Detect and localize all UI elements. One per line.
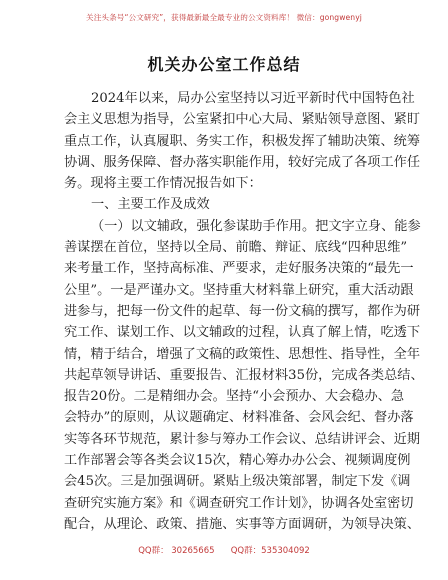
body-line: 公里”。一是严谨办文。坚持重大材料靠上研究，重大活动跟 <box>64 282 414 298</box>
body-line: 实等各环节规范，累计参与筹办工作会议、总结讲评会、近期 <box>64 431 421 447</box>
body-line: 一、主要工作及成效 <box>91 197 210 213</box>
body-line: 重点工作，认真履职、务实工作，积极发挥了辅助决策、统筹 <box>64 133 421 149</box>
body-line: 进参与，把每一份文件的起草、每一份文稿的撰写，都作为研 <box>64 303 421 319</box>
body-line: 务。现将主要工作情况报告如下： <box>64 176 262 192</box>
body-line: 2024年以来，局办公室坚持以习近平新时代中国特色社 <box>91 91 415 106</box>
body-line: 情，精于结合，增强了文稿的政策性、思想性、指导性，全年 <box>64 346 421 362</box>
body-line: 协调、服务保障、督办落实职能作用，较好完成了各项工作任 <box>64 154 421 170</box>
body-line: 共起草领导讲话、重要报告、汇报材料35份，完成各类总结、 <box>64 367 424 383</box>
body-line: 会主义思想为指导，公室紧扣中心大局、紧贴领导意图、紧盯 <box>64 112 421 128</box>
body-line: 工作部署会等各类会议15次，精心筹办办公会、视频调度例 <box>64 453 411 469</box>
body-line: 会45次。三是加强调研。紧贴上级决策部署，制定下发《调 <box>64 474 411 490</box>
body-line: 配合，从理论、政策、措施、实事等方面调研，为领导决策、 <box>64 516 421 532</box>
document-body <box>64 88 424 535</box>
header-promo-note: 关注头条号“公文研究”，获得最新最全最专业的公文资料库！ 微信：gongwenyj <box>86 13 362 22</box>
body-line: 查研究实施方案》和《调查研究工作计划》，协调各处室密切 <box>64 495 414 511</box>
body-line: 报告20份。二是精细办会。坚持“小会预办、大会稳办、急 <box>64 389 405 405</box>
document-title: 机关办公室工作总结 <box>147 55 301 74</box>
body-line: 究工作、谋划工作、以文辅政的过程，认真了解上情，吃透下 <box>64 325 421 341</box>
body-line: 来考量工作，坚持高标准、严要求，走好服务决策的“最先一 <box>64 261 414 277</box>
body-line: 会特办”的原则，从议题确定、材料准备、会风会纪、督办落 <box>64 410 414 426</box>
footer-contact-note: QQ群： 30265665 QQ群：535304092 <box>138 546 310 556</box>
body-line: （一）以文辅政，强化参谋助手作用。把文字立身、能参 <box>91 218 421 234</box>
body-line: 善谋摆在首位，坚持以全局、前瞻、辩证、底线“四种思维” <box>64 240 408 256</box>
